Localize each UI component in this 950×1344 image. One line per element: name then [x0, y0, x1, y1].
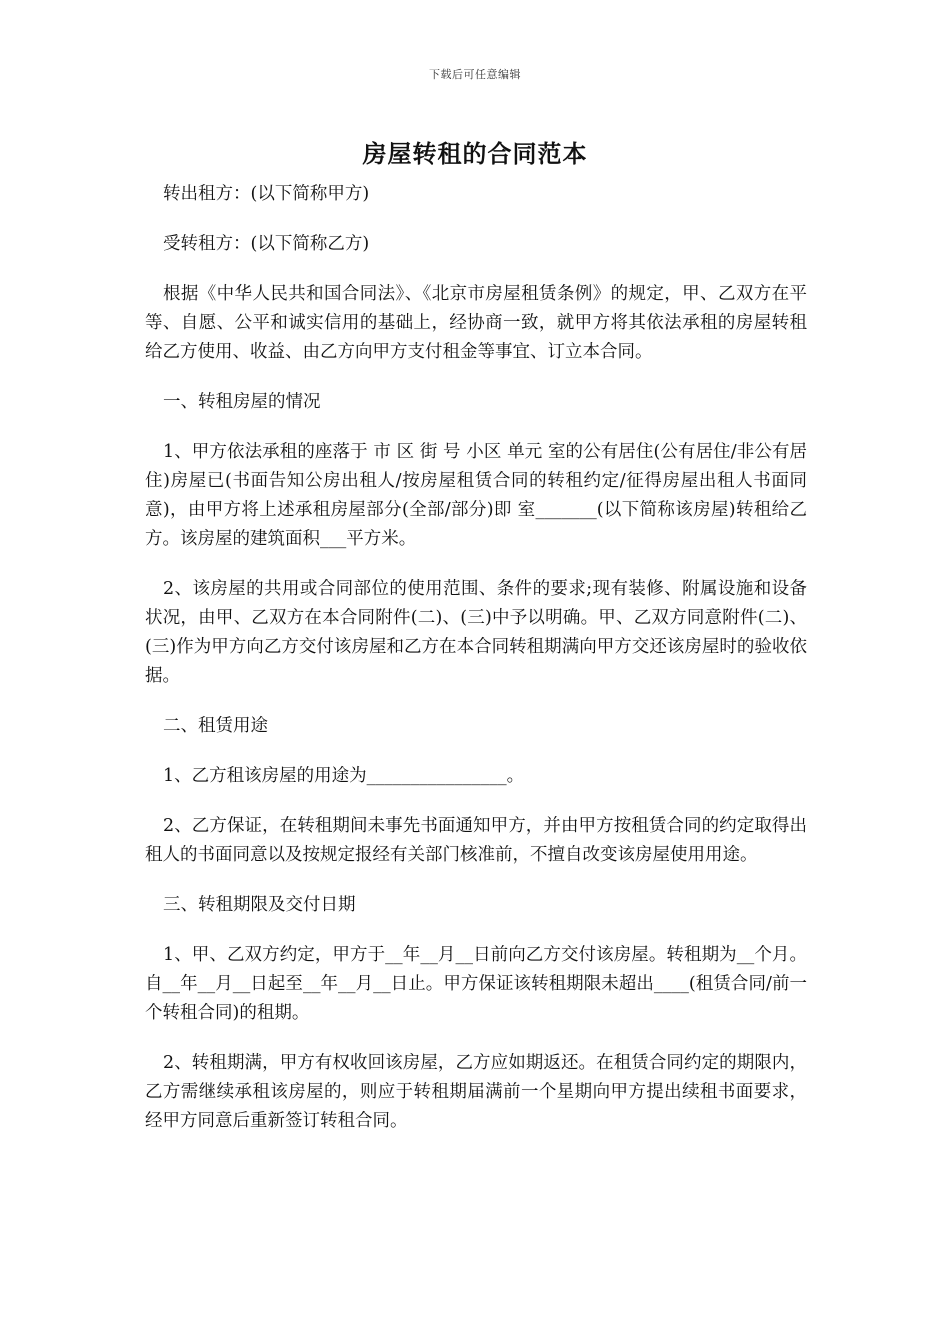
- preamble-paragraph: 根据《中华人民共和国合同法》、《北京市房屋租赁条例》的规定，甲、乙双方在平等、自愿、公平和诚实信用的基础上，经协商一致，就甲方将其依法承租的房屋转租给乙方使用、收益、由乙方向甲方支付租金等事宜、订立本合同。: [145, 284, 807, 362]
- clause-1-2: 2、该房屋的共用或合同部位的使用范围、条件的要求;现有装修、附属设施和设备状况，由甲、乙双方在本合同附件(二)、(三)中予以明确。甲、乙双方同意附件(二)、(三)作为甲方向乙方交付该房屋和乙方在本合同转租期满向甲方交还该房屋时的验收依据。: [145, 579, 807, 686]
- party-b-line: 受转租方：(以下简称乙方): [163, 234, 370, 254]
- party-a-line: 转出租方：(以下简称甲方): [163, 184, 370, 204]
- clause-3-1: 1、甲、乙双方约定，甲方于__年__月__日前向乙方交付该房屋。转租期为__个月。自__年__月__日起至__年__月__日止。甲方保证该转租期限未超出____(租赁合同/前一个转租合同)的租期。: [145, 945, 807, 1023]
- section-heading-2: 二、租赁用途: [163, 716, 268, 736]
- document-body: [145, 180, 807, 1157]
- clause-2-1: 1、乙方租该房屋的用途为________________。: [163, 766, 525, 786]
- section-heading-3: 三、转租期限及交付日期: [163, 895, 356, 915]
- clause-2-2: 2、乙方保证，在转租期间未事先书面通知甲方，并由甲方按租赁合同的约定取得出租人的书面同意以及按规定报经有关部门核准前，不擅自改变该房屋使用用途。: [145, 816, 807, 865]
- header-note: 下载后可任意编辑: [429, 68, 521, 81]
- clause-3-2: 2、转租期满，甲方有权收回该房屋，乙方应如期返还。在租赁合同约定的期限内，乙方需继续承租该房屋的，则应于转租期届满前一个星期向甲方提出续租书面要求，经甲方同意后重新签订转租合同。: [145, 1053, 807, 1131]
- clause-1-1: 1、甲方依法承租的座落于 市 区 街 号 小区 单元 室的公有居住(公有居住/非公有居住)房屋已(书面告知公房出租人/按房屋租赁合同的转租约定/征得房屋出租人书面同意)，由甲方将上述承租房屋部分(全部/部分)即 室_______(以下简称该房屋)转租给乙方。该房屋的建筑面积___平方米。: [145, 442, 807, 549]
- document-title: 房屋转租的合同范本: [362, 140, 588, 168]
- section-heading-1: 一、转租房屋的情况: [163, 392, 321, 412]
